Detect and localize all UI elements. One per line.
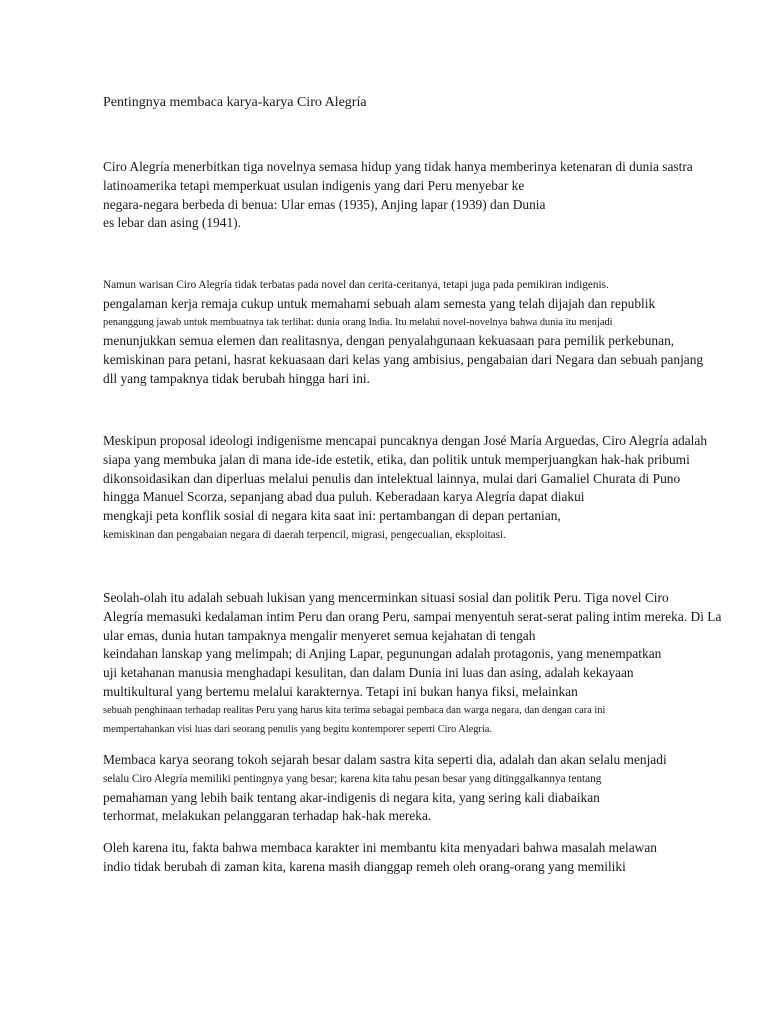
- paragraph-line: terhormat, melakukan pelanggaran terhadap hak-hak mereka.: [103, 808, 432, 824]
- paragraph-line: Namun warisan Ciro Alegría tidak terbatas pada novel dan cerita-ceritanya, tetapi juga pada pemikiran indigenis.: [103, 279, 609, 291]
- paragraph-line: Alegría memasuki kedalaman intim Peru dan orang Peru, sampai menyentuh serat-serat paling intim mereka. Di La: [103, 608, 722, 624]
- paragraph-line: siapa yang membuka jalan di mana ide-ide estetik, etika, dan politik untuk memperjuangkan hak-hak pribumi: [103, 451, 690, 467]
- paragraph-line: es lebar dan asing (1941).: [103, 215, 241, 231]
- paragraph-line: sebuah penghinaan terhadap realitas Peru yang harus kita terima sebagai pembaca dan warga negara, dan dengan cara ini: [103, 704, 606, 716]
- paragraph-line: Membaca karya seorang tokoh sejarah besar dalam sastra kita seperti dia, adalah dan akan selalu menjadi: [103, 752, 667, 767]
- paragraph-1: [103, 158, 743, 233]
- paragraph-line: mengkaji peta konflik sosial di negara kita saat ini: pertambangan di depan pertanian,: [103, 508, 561, 524]
- paragraph-line: multikultural yang bertemu melalui karakternya. Tetapi ini bukan hanya fiksi, melainkan: [103, 683, 578, 699]
- paragraph-line: menunjukkan semua elemen dan realitasnya, dengan penyalahgunaan kekuasaan para pemilik perkebunan,: [103, 333, 675, 349]
- paragraph-line: hingga Manuel Scorza, sepanjang abad dua puluh. Keberadaan karya Alegría dapat diakui: [103, 489, 585, 505]
- paragraph-line: indio tidak berubah di zaman kita, karena masih dianggap remeh oleh orang-orang yang memiliki: [103, 858, 626, 874]
- paragraph-line: ular emas, dunia hutan tampaknya mengalir menyeret semua kejahatan di tengah: [103, 627, 536, 643]
- paragraph-line: Ciro Alegría menerbitkan tiga novelnya semasa hidup yang tidak hanya memberinya ketenaran di dunia sastra: [103, 159, 693, 174]
- paragraph-line: dikonsoidasikan dan diperluas melalui penulis dan intelektual lainnya, mulai dari Gamaliel Churata di Puno: [103, 470, 681, 486]
- paragraph-line: pengalaman kerja remaja cukup untuk memahami sebuah alam semesta yang telah dijajah dan republik: [103, 295, 656, 311]
- paragraph-line: kemiskinan dan pengabaian negara di daerah terpencil, migrasi, pengecualian, eksploitasi.: [103, 528, 506, 541]
- paragraph-line: Meskipun proposal ideologi indigenisme mencapai puncaknya dengan José María Arguedas, Ciro Alegría adalah: [103, 433, 708, 448]
- paragraph-line: negara-negara berbeda di benua: Ular emas (1935), Anjing lapar (1939) dan Dunia: [103, 196, 546, 212]
- paragraph-2: [103, 276, 743, 389]
- paragraph-line: keindahan lanskap yang melimpah; di Anjing Lapar, pegunungan adalah protagonis, yang menempatkan: [103, 646, 662, 662]
- paragraph-line: mempertahankan visi luas dari seorang penulis yang begitu kontemporer seperti Ciro Alegría.: [103, 723, 492, 735]
- paragraph-6: [103, 839, 743, 877]
- paragraph-line: selalu Ciro Alegría memiliki pentingnya yang besar; karena kita tahu pesan besar yang ditinggalkannya tentang: [103, 772, 602, 785]
- paragraph-3: [103, 432, 743, 545]
- paragraph-line: Seolah-olah itu adalah sebuah lukisan yang mencerminkan situasi sosial dan politik Peru. Tiga novel Ciro: [103, 590, 669, 605]
- paragraph-5: [103, 751, 743, 826]
- paragraph-4: [103, 589, 743, 739]
- paragraph-line: Oleh karena itu, fakta bahwa membaca karakter ini membantu kita menyadari bahwa masalah melawan: [103, 840, 657, 855]
- paragraph-line: pemahaman yang lebih baik tentang akar-indigenis di negara kita, yang sering kali diabaikan: [103, 789, 600, 805]
- paragraph-line: penanggung jawab untuk membuatnya tak terlihat: dunia orang India. Itu melalui novel-novelnya bahwa dunia itu menjadi: [103, 316, 613, 328]
- paragraph-line: uji ketahanan manusia menghadapi kesulitan, dan dalam Dunia ini luas dan asing, adalah kekayaan: [103, 665, 634, 681]
- paragraph-line: kemiskinan para petani, hasrat kekuasaan dari kelas yang ambisius, pengabaian dari Negara dan sebuah panjang: [103, 352, 704, 368]
- paragraph-line: dll yang tampaknya tidak berubah hingga hari ini.: [103, 370, 370, 386]
- paragraph-line: latinoamerika tetapi memperkuat usulan indigenis yang dari Peru menyebar ke: [103, 177, 525, 193]
- document-title: Pentingnya membaca karya-karya Ciro Alegría: [103, 95, 367, 110]
